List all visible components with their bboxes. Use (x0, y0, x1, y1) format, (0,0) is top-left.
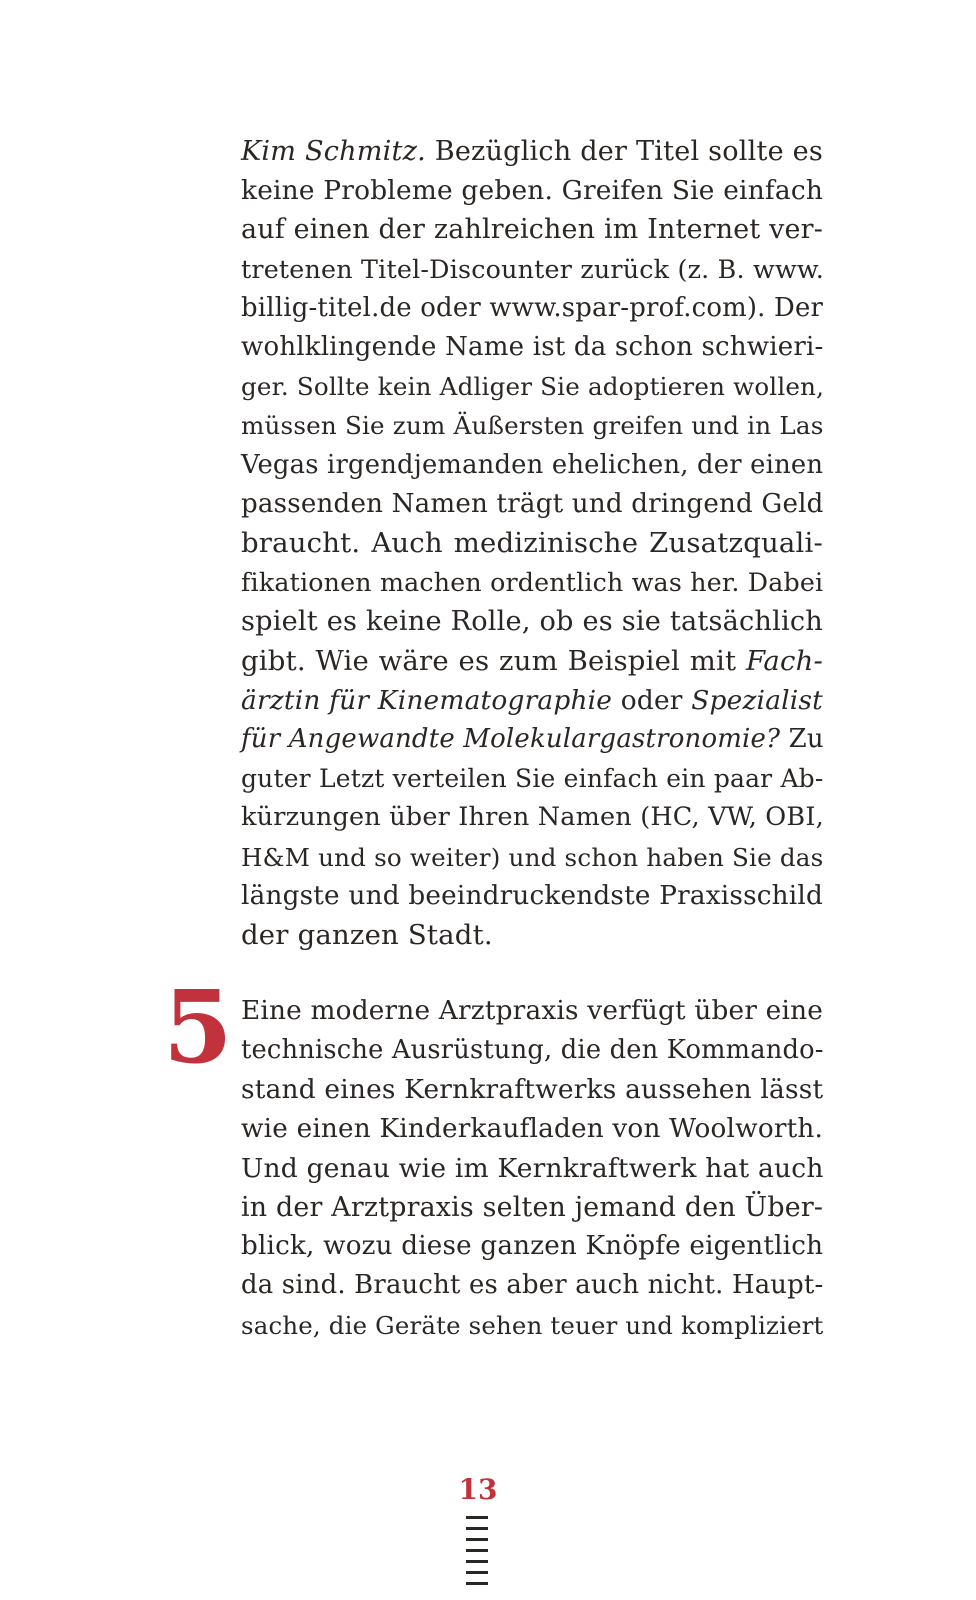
text-line (241, 916, 823, 955)
text-run: kürzungen über Ihren Namen (HC, VW, OBI, (241, 802, 824, 833)
text-line (241, 1227, 823, 1266)
text-line (241, 524, 823, 563)
text-line (241, 798, 823, 837)
text-run: Bezüglich der Titel sollte es (425, 136, 823, 167)
text-line (241, 992, 823, 1031)
text-line (241, 171, 823, 210)
text-run: auf einen der zahlreichen im Internet ver- (241, 214, 823, 246)
body-paragraph-2 (241, 992, 823, 1345)
text-run: braucht. Auch medizinische Zusatzquali- (241, 527, 823, 560)
text-run: gibt. Wie wäre es zum Beispiel mit (241, 644, 746, 677)
text-line (241, 210, 823, 249)
text-run: Eine moderne Arztpraxis verfügt über eine (241, 996, 823, 1026)
text-run: wie einen Kinderkaufladen von Woolworth. (241, 1113, 824, 1144)
text-line (241, 406, 823, 445)
text-line (241, 485, 823, 524)
text-run: keine Probleme geben. Greifen Sie einfach (241, 175, 824, 207)
text-line (241, 1110, 823, 1149)
text-line (241, 1070, 823, 1109)
text-line (241, 563, 823, 602)
marker-bar (466, 1527, 488, 1530)
text-run: längste und beeindruckendste Praxisschild (241, 880, 823, 911)
marker-bar (466, 1560, 488, 1563)
text-run: Und genau wie im Kernkraftwerk hat auch (241, 1152, 824, 1184)
text-line (241, 720, 823, 759)
text-line (241, 838, 823, 877)
text-line (241, 132, 823, 171)
marker-bar (466, 1549, 488, 1552)
text-line (241, 367, 823, 406)
text-run: tretenen Titel-Discounter zurück (z. B. www. (241, 253, 825, 284)
text-line (241, 681, 823, 720)
marker-bar (466, 1516, 488, 1519)
italic-text: Fach- (745, 644, 823, 677)
italic-text: ärztin für Kinematographie (241, 684, 613, 716)
text-run: der ganzen Stadt. (241, 919, 493, 952)
text-run: wohlklingende Name ist da schon schwieri- (241, 332, 824, 363)
body-paragraph-1 (241, 132, 823, 955)
text-line (241, 642, 823, 681)
page-marker-lines (466, 1516, 488, 1600)
text-line (241, 1306, 823, 1345)
text-run: technische Ausrüstung, die den Kommando- (241, 1035, 824, 1066)
text-run: blick, wozu diese ganzen Knöpfe eigentlich (241, 1231, 824, 1262)
text-line (241, 1266, 823, 1305)
text-run: stand eines Kernkraftwerks aussehen lässt (241, 1074, 824, 1106)
marker-bar (466, 1582, 488, 1585)
text-run: sache, die Geräte sehen teuer und kompliziert (241, 1310, 824, 1340)
text-run: billig-titel.de oder www.spar-prof.com). Der (241, 292, 824, 323)
text-run: Zu (780, 724, 824, 755)
text-line (241, 1188, 823, 1227)
text-line (241, 759, 823, 798)
section-number: 5 (163, 968, 233, 1086)
text-run: oder (612, 684, 692, 716)
page-number: 13 (458, 1473, 498, 1506)
text-line (241, 877, 823, 916)
marker-bar (466, 1538, 488, 1541)
italic-text: Kim Schmitz. (241, 136, 426, 167)
text-line (241, 1149, 823, 1188)
marker-bar (466, 1571, 488, 1574)
text-line (241, 602, 823, 641)
text-line (241, 446, 823, 485)
text-run: müssen Sie zum Äußersten greifen und in Las (241, 411, 824, 441)
text-line (241, 289, 823, 328)
text-run: passenden Namen trägt und dringend Geld (241, 488, 824, 519)
text-run: spielt es keine Rolle, ob es sie tatsächlich (241, 606, 823, 638)
text-run: in der Arztpraxis selten jemand den Über- (241, 1192, 824, 1224)
text-run: Vegas irgendjemanden ehelichen, der einen (241, 449, 824, 480)
italic-text: Spezialist (691, 684, 823, 716)
text-line (241, 250, 823, 289)
text-line (241, 1031, 823, 1070)
text-run: guter Letzt verteilen Sie einfach ein paar Ab- (241, 764, 824, 794)
text-line (241, 328, 823, 367)
text-run: ger. Sollte kein Adliger Sie adoptieren wollen, (241, 372, 825, 402)
text-run: H&M und so weiter) und schon haben Sie das (241, 842, 824, 872)
text-run: da sind. Braucht es aber auch nicht. Haupt- (241, 1270, 824, 1301)
italic-text: für Angewandte Molekulargastronomie? (241, 724, 781, 755)
text-run: fikationen machen ordentlich was her. Dabei (241, 568, 824, 598)
